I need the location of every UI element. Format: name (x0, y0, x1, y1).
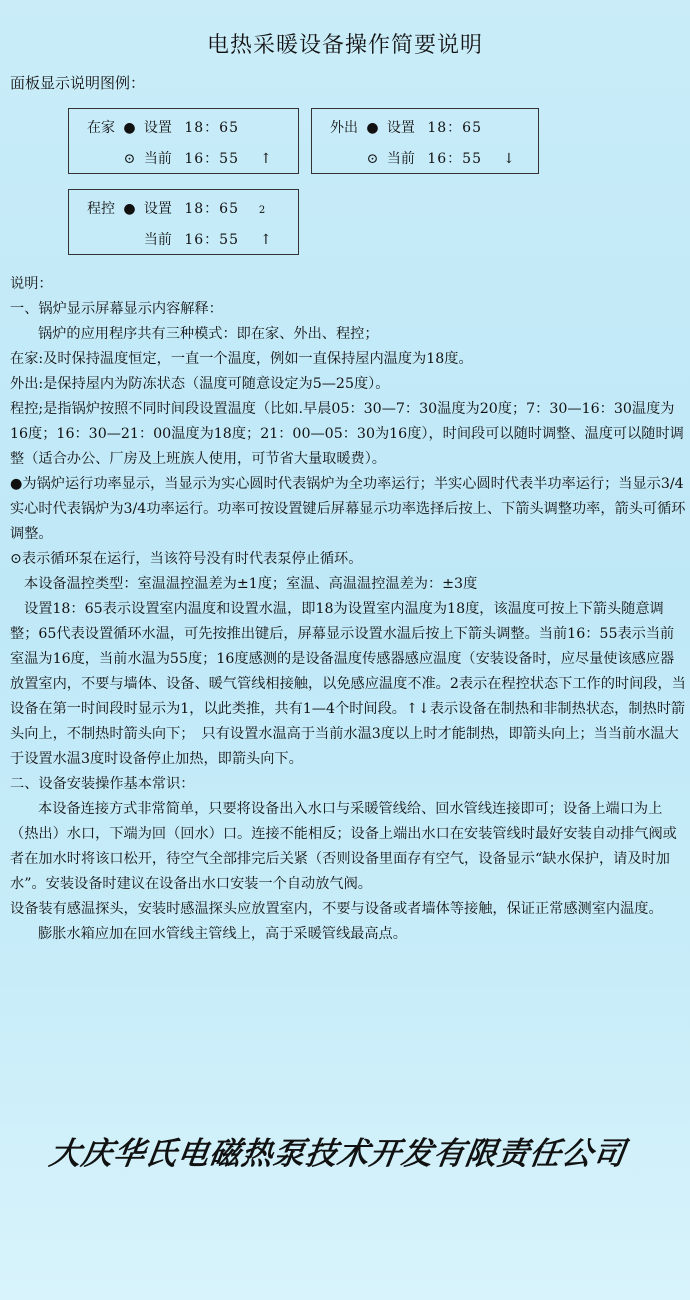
legend-label: 面板显示说明图例： (10, 74, 146, 92)
time-period-indicator: 2 (258, 205, 266, 216)
set-value: 18：65 (427, 120, 482, 136)
power-full-icon: ● (123, 201, 136, 217)
power-full-icon: ● (123, 120, 136, 136)
paragraph: ⊙表示循环泵在运行，当该符号没有时代表泵停止循环。 (10, 551, 363, 567)
current-value: 16：55 (184, 151, 239, 167)
arrow-up-icon: ↑ (259, 232, 272, 248)
mode-label: 在家 (87, 120, 115, 136)
current-value: 16：55 (184, 232, 239, 248)
paragraph: 本设备温控类型：室温温控温差为±1度；室温、高温温控温差为：±3度 (24, 576, 478, 592)
set-value: 18：65 (184, 201, 239, 217)
section-intro: 说明： (10, 276, 53, 292)
paragraph: 程控;是指锅炉按照不同时间段设置温度（比如.早晨05：30—7：30温度为20度；7：30—16：30温度为16度；16：30—21：00温度为18度；21：00—05：30为16度），时间段可以随时调整、温度可以随时调整（适合办公、厂房及上班族人使用，可节省大量取暖费）。 (10, 401, 684, 467)
set-value: 18：65 (184, 120, 239, 136)
paragraph: 在家:及时保持温度恒定，一直一个温度，例如一直保持屋内温度为18度。 (10, 351, 473, 367)
section-heading-1: 一、锅炉显示屏幕显示内容解释： (10, 301, 223, 317)
current-label: 当前 (143, 232, 172, 248)
paragraph: 本设备连接方式非常简单，只要将设备出入水口与采暖管线给、回水管线连接即可；设备上端口为上（热出）水口，下端为回（回水）口。连接不能相反；设备上端出水口在安装管线时最好安装自动排气阀或者在加水时将该口松开，待空气全部排完后关紧（否则设备里面存有空气，设备显示“缺水保护，请及时加水”。安装设备时建议在设备出水口安装一个自动放气阀。 (10, 801, 677, 892)
power-full-icon: ● (366, 120, 379, 136)
mode-label: 程控 (87, 201, 115, 217)
paragraph: ●为锅炉运行功率显示，当显示为实心圆时代表锅炉为全功率运行；半实心圆时代表半功率运行；当显示3/4实心时代表锅炉为3/4功率运行。功率可按设置键后屏幕显示功率选择后按上、下箭头调整功率，箭头可循环调整。 (10, 476, 686, 542)
panel-away (311, 108, 539, 174)
paragraph: 设备装有感温探头，安装时感温探头应放置室内，不要与设备或者墙体等接触，保证正常感测室内温度。 (10, 901, 663, 917)
pump-running-icon: ⊙ (123, 151, 136, 167)
page-title: 电热采暖设备操作简要说明 (206, 33, 483, 58)
paragraph: 锅炉的应用程序共有三种模式：即在家、外出、程控； (38, 326, 379, 342)
panel-program (68, 189, 299, 255)
paragraph: 膨胀水箱应加在回水管线主管线上，高于采暖管线最高点。 (38, 926, 407, 942)
arrow-down-icon: ↓ (502, 151, 515, 167)
arrow-up-icon: ↑ (259, 151, 272, 167)
set-label: 设置 (143, 201, 172, 217)
current-value: 16：55 (427, 151, 482, 167)
mode-label: 外出 (330, 120, 358, 136)
set-label: 设置 (386, 120, 415, 136)
set-label: 设置 (143, 120, 172, 136)
instructions-body (10, 272, 686, 947)
company-signature: 大庆华氏电磁热泵技术开发有限责任公司 (46, 1136, 629, 1172)
paragraph: 设置18：65表示设置室内温度和设置水温，即18为设置室内温度为18度，该温度可按上下箭头随意调整；65代表设置循环水温，可先按推出键后，屏幕显示设置水温后按上下箭头调整。当前16：55表示当前室温为16度，当前水温为55度；16度感测的是设备温度传感器感应温度（安装设备时，应尽量使该感应器放置室内，不要与墙体、设备、暖气管线相接触，以免感应温度不准。2表示在程控状态下工作的时间段，当设备在第一时间段时显示为1，以此类推，共有1—4个时间段。↑↓表示设备在制热和非制热状态，制热时箭头向上，不制热时箭头向下； 只有设置水温高于当前水温3度以上时才能制热，即箭头向上；当当前水温大于设置水温3度时设备停止加热，即箭头向下。 (10, 601, 686, 767)
pump-running-icon: ⊙ (366, 151, 379, 167)
section-heading-2: 二、设备安装操作基本常识： (10, 776, 195, 792)
panel-home (68, 108, 299, 174)
paragraph: 外出:是保持屋内为防冻状态（温度可随意设定为5—25度）。 (10, 376, 390, 392)
current-label: 当前 (386, 151, 415, 167)
current-label: 当前 (143, 151, 172, 167)
